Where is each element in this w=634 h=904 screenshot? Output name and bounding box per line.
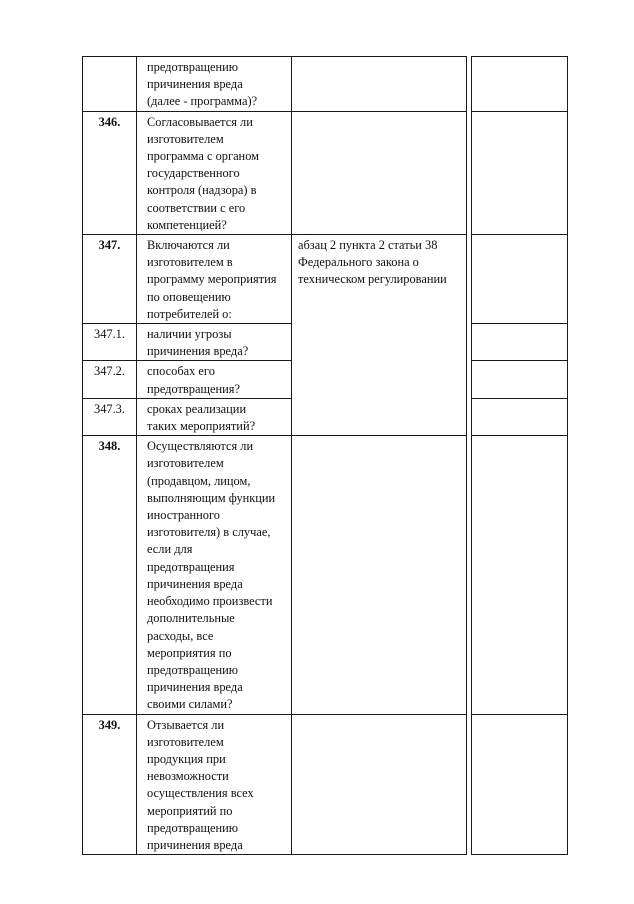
row-number: 349.: [83, 714, 137, 855]
reference-cell: [292, 57, 467, 112]
question-text: Согласовывается ли изготовителем программа с органом государственного контроля (надзора) в соответствии с его компетенцией?: [137, 111, 292, 234]
question-text: сроках реализации таких мероприятий?: [137, 398, 292, 435]
answer-cell: [472, 436, 568, 714]
question-text: наличии угрозы причинения вреда?: [137, 324, 292, 361]
answer-cell: [472, 398, 568, 435]
row-number: [83, 57, 137, 112]
reference-cell: [292, 398, 467, 435]
reference-cell: [292, 436, 467, 714]
question-text: способах его предотвращения?: [137, 361, 292, 398]
row-number: 347.2.: [83, 361, 137, 398]
question-text: Отзывается ли изготовителем продукция при невозможности осуществления всех мероприятий по предотвращению причинения вреда: [137, 714, 292, 855]
reference-cell: [292, 111, 467, 234]
row-number: 347.3.: [83, 398, 137, 435]
table-row: [83, 436, 568, 714]
reference-cell: [292, 714, 467, 855]
question-text: предотвращению причинения вреда (далее - программа)?: [137, 57, 292, 112]
answer-cell: [472, 111, 568, 234]
answer-cell: [472, 324, 568, 361]
answer-cell: [472, 57, 568, 112]
answer-cell: [472, 235, 568, 324]
table-row: [83, 235, 568, 324]
table-row: [83, 324, 568, 361]
checklist-table: [82, 56, 568, 855]
table-row: [83, 111, 568, 234]
table-row: [83, 714, 568, 855]
table-row: [83, 57, 568, 112]
reference-cell: [292, 361, 467, 398]
question-text: Осуществляются ли изготовителем (продавцом, лицом, выполняющим функции иностранного изготовителя) в случае, если для предотвращения причинения вреда необходимо произвести дополнительные расходы, все мероприятия по предотвращению причинения вреда своими силами?: [137, 436, 292, 714]
row-number: 346.: [83, 111, 137, 234]
question-text: Включаются ли изготовителем в программу мероприятия по оповещению потребителей о:: [137, 235, 292, 324]
row-number: 348.: [83, 436, 137, 714]
table-row: [83, 361, 568, 398]
answer-cell: [472, 361, 568, 398]
answer-cell: [472, 714, 568, 855]
reference-cell: абзац 2 пункта 2 статьи 38 Федерального закона о техническом регулировании: [292, 235, 467, 324]
reference-cell: [292, 324, 467, 361]
row-number: 347.: [83, 235, 137, 324]
table-row: [83, 398, 568, 435]
row-number: 347.1.: [83, 324, 137, 361]
